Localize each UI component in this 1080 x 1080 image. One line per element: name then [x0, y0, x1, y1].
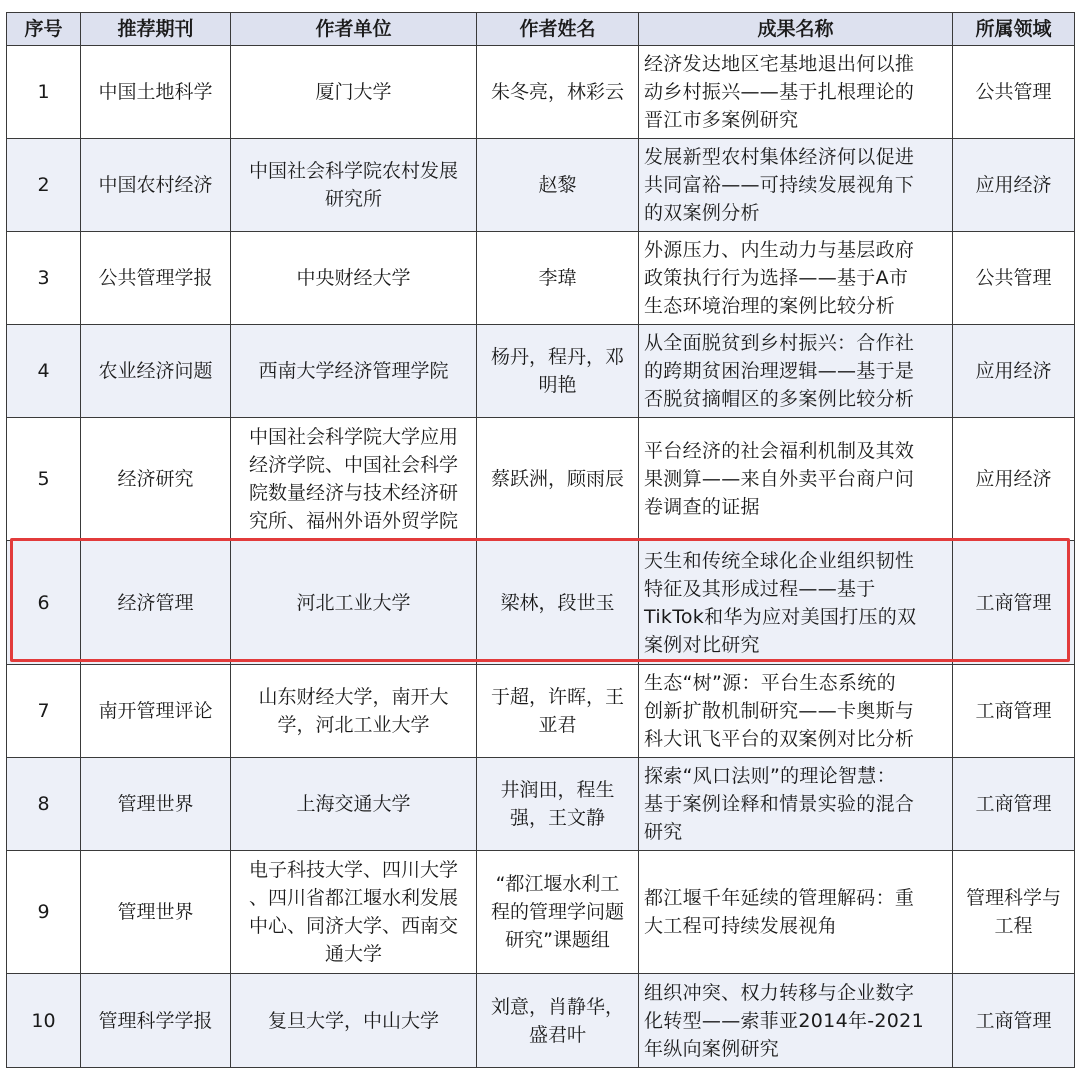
cell-title: [639, 139, 953, 232]
cell-journal: 管理世界: [81, 851, 231, 974]
cell-title-line: 年纵向案例研究: [644, 1037, 780, 1060]
table-row: [7, 974, 1075, 1068]
cell-field: [953, 418, 1075, 541]
cell-authors: [477, 974, 639, 1068]
cell-journal: 经济管理: [81, 541, 231, 665]
cell-authors: [477, 232, 639, 325]
cell-title-line: 外源压力、内生动力与基层政府: [644, 239, 915, 261]
cell-title-line: 动乡村振兴——基于扎根理论的: [644, 81, 915, 103]
cell-title-line: 平台经济的社会福利机制及其效: [644, 440, 915, 462]
cell-title-line: 共同富裕——可持续发展视角下: [644, 174, 915, 196]
cell-field-line: 工商管理: [975, 793, 1052, 815]
table-row: [7, 418, 1075, 541]
cell-title: [639, 851, 953, 974]
cell-title-line: 否脱贫摘帽区的多案例比较分析: [644, 388, 915, 410]
cell-field: [953, 139, 1075, 232]
cell-title-line: 都江堰千年延续的管理解码：重: [644, 887, 915, 909]
cell-field-line: 应用经济: [975, 468, 1052, 490]
cell-title-line: 生态环境治理的案例比较分析: [644, 295, 895, 317]
cell-title-line: 创新扩散机制研究——卡奥斯与: [644, 700, 915, 722]
cell-affiliation-line: 通大学: [324, 943, 382, 965]
cell-journal: 中国土地科学: [81, 46, 231, 139]
cell-field: [953, 665, 1075, 758]
cell-affiliation-line: 厦门大学: [315, 81, 392, 103]
cell-affiliation: [231, 974, 477, 1068]
table-row: [7, 851, 1075, 974]
cell-title-line: 发展新型农村集体经济何以促进: [644, 146, 915, 168]
cell-authors-line: 蔡跃洲，顾雨辰: [490, 468, 624, 490]
cell-affiliation-line: 中国社会科学院大学应用: [248, 426, 458, 448]
cell-title-line: 案例对比研究: [644, 633, 760, 656]
header-field: 所属领域: [953, 13, 1075, 46]
cell-authors-line: 朱冬亮，林彩云: [490, 81, 624, 103]
cell-affiliation-line: 经济学院、中国社会科学: [248, 454, 458, 476]
table-row: [7, 665, 1075, 758]
cell-seq: 2: [7, 139, 81, 232]
cell-authors-line: 明艳: [538, 374, 577, 396]
cell-authors-line: 程的管理学问题: [490, 901, 624, 923]
cell-affiliation-line: 河北工业大学: [296, 591, 411, 614]
cell-journal: 中国农村经济: [81, 139, 231, 232]
cell-title-line: 研究: [644, 821, 683, 843]
cell-seq: 7: [7, 665, 81, 758]
header-seq: 序号: [7, 13, 81, 46]
cell-authors-line: 研究”课题组: [505, 929, 610, 951]
cell-field-line: 工商管理: [975, 700, 1052, 722]
cell-field-line: 公共管理: [975, 81, 1052, 103]
cell-authors-line: 李瑋: [538, 267, 577, 289]
cell-affiliation-line: 、四川省都江堰水利发展: [248, 887, 458, 909]
cell-title-line: 经济发达地区宅基地退出何以推: [644, 53, 915, 75]
cell-journal: 南开管理评论: [81, 665, 231, 758]
achievements-table-container: [6, 12, 1074, 1068]
cell-affiliation-line: 中央财经大学: [296, 267, 411, 289]
cell-field-line: 应用经济: [975, 174, 1052, 196]
cell-affiliation-line: 山东财经大学，南开大: [258, 686, 449, 708]
cell-affiliation-line: 中心、同济大学、西南交: [248, 915, 458, 937]
cell-field: [953, 46, 1075, 139]
cell-seq: 5: [7, 418, 81, 541]
table-row: [7, 46, 1075, 139]
cell-authors: [477, 851, 639, 974]
cell-affiliation: [231, 325, 477, 418]
cell-title-line: 组织冲突、权力转移与企业数字: [644, 981, 915, 1004]
cell-authors: [477, 139, 639, 232]
cell-field-line: 工程: [994, 915, 1033, 937]
cell-title-line: 从全面脱贫到乡村振兴：合作社: [644, 332, 915, 354]
cell-journal: 公共管理学报: [81, 232, 231, 325]
cell-seq: 8: [7, 758, 81, 851]
cell-field-line: 管理科学与: [965, 887, 1061, 909]
cell-field: [953, 758, 1075, 851]
cell-title-line: 果测算——来自外卖平台商户问: [644, 468, 915, 490]
cell-authors-line: 杨丹，程丹，邓: [490, 346, 624, 368]
cell-journal: 管理科学学报: [81, 974, 231, 1068]
cell-authors: [477, 46, 639, 139]
cell-affiliation-line: 上海交通大学: [296, 793, 411, 815]
cell-affiliation: [231, 46, 477, 139]
cell-affiliation: [231, 139, 477, 232]
cell-journal: 管理世界: [81, 758, 231, 851]
cell-authors: [477, 665, 639, 758]
cell-authors: [477, 325, 639, 418]
cell-title-line: 化转型——索菲亚2014年-2021: [644, 1009, 924, 1032]
cell-field: [953, 974, 1075, 1068]
cell-authors-line: 于超，许晖，王: [490, 686, 624, 708]
cell-title-line: 生态“树”源：平台生态系统的: [644, 672, 896, 694]
cell-title-line: 大工程可持续发展视角: [644, 915, 838, 937]
cell-title-line: 晋江市多案例研究: [644, 109, 799, 131]
header-authors: 作者姓名: [477, 13, 639, 46]
cell-seq: 4: [7, 325, 81, 418]
cell-affiliation-line: 西南大学经济管理学院: [258, 360, 449, 382]
table-row: [7, 139, 1075, 232]
cell-authors: [477, 758, 639, 851]
table-header-row: [7, 13, 1075, 46]
cell-title: [639, 758, 953, 851]
cell-title-line: 政策执行行为选择——基于A市: [644, 267, 909, 289]
cell-affiliation: [231, 851, 477, 974]
cell-authors-line: 盛君叶: [528, 1023, 586, 1046]
cell-seq: 3: [7, 232, 81, 325]
cell-field: [953, 541, 1075, 665]
cell-title-line: 科大讯飞平台的双案例对比分析: [644, 728, 915, 750]
cell-affiliation-line: 复旦大学，中山大学: [267, 1009, 439, 1032]
cell-authors-line: 梁林，段世玉: [500, 591, 615, 614]
cell-authors-line: 赵黎: [538, 174, 577, 196]
header-affiliation: 作者单位: [231, 13, 477, 46]
cell-title: [639, 325, 953, 418]
cell-authors-line: 强，王文静: [509, 807, 605, 829]
cell-authors: [477, 418, 639, 541]
cell-affiliation: [231, 418, 477, 541]
table-row: [7, 541, 1075, 665]
cell-affiliation-line: 学，河北工业大学: [277, 714, 430, 736]
cell-title: [639, 541, 953, 665]
cell-title-line: 的双案例分析: [644, 202, 760, 224]
cell-title-line: TikTok和华为应对美国打压的双: [644, 605, 917, 628]
cell-affiliation: [231, 232, 477, 325]
cell-affiliation: [231, 665, 477, 758]
cell-field-line: 工商管理: [975, 591, 1052, 614]
cell-seq: 1: [7, 46, 81, 139]
cell-affiliation: [231, 541, 477, 665]
cell-affiliation-line: 中国社会科学院农村发展: [248, 160, 458, 182]
cell-title-line: 天生和传统全球化企业组织韧性: [644, 549, 915, 572]
cell-title-line: 的跨期贫困治理逻辑——基于是: [644, 360, 915, 382]
cell-field: [953, 232, 1075, 325]
cell-seq: 10: [7, 974, 81, 1068]
cell-title: [639, 665, 953, 758]
cell-field-line: 应用经济: [975, 360, 1052, 382]
cell-affiliation-line: 研究所: [324, 188, 382, 210]
header-journal: 推荐期刊: [81, 13, 231, 46]
cell-authors: [477, 541, 639, 665]
cell-journal: 农业经济问题: [81, 325, 231, 418]
cell-title: [639, 974, 953, 1068]
cell-affiliation-line: 院数量经济与技术经济研: [248, 482, 458, 504]
cell-title-line: 探索“风口法则”的理论智慧：: [644, 765, 896, 787]
cell-field-line: 工商管理: [975, 1009, 1052, 1032]
header-title: 成果名称: [639, 13, 953, 46]
cell-field-line: 公共管理: [975, 267, 1052, 289]
cell-seq: 9: [7, 851, 81, 974]
cell-authors-line: 亚君: [538, 714, 577, 736]
table-row: [7, 232, 1075, 325]
cell-title-line: 特征及其形成过程——基于: [644, 577, 876, 600]
cell-affiliation: [231, 758, 477, 851]
cell-title: [639, 418, 953, 541]
cell-journal: 经济研究: [81, 418, 231, 541]
table-row: [7, 325, 1075, 418]
cell-seq: 6: [7, 541, 81, 665]
cell-title: [639, 46, 953, 139]
cell-field: [953, 325, 1075, 418]
table-body: [7, 46, 1075, 1068]
cell-authors-line: “都江堰水利工: [495, 873, 620, 895]
cell-title-line: 卷调查的证据: [644, 496, 760, 518]
cell-authors-line: 刘意，肖静华，: [490, 995, 624, 1018]
cell-field: [953, 851, 1075, 974]
cell-affiliation-line: 究所、福州外语外贸学院: [248, 510, 458, 532]
cell-authors-line: 井润田，程生: [500, 779, 615, 801]
cell-title: [639, 232, 953, 325]
cell-affiliation-line: 电子科技大学、四川大学: [248, 859, 458, 881]
cell-title-line: 基于案例诠释和情景实验的混合: [644, 793, 915, 815]
table-row: [7, 758, 1075, 851]
achievements-table: [6, 12, 1075, 1068]
